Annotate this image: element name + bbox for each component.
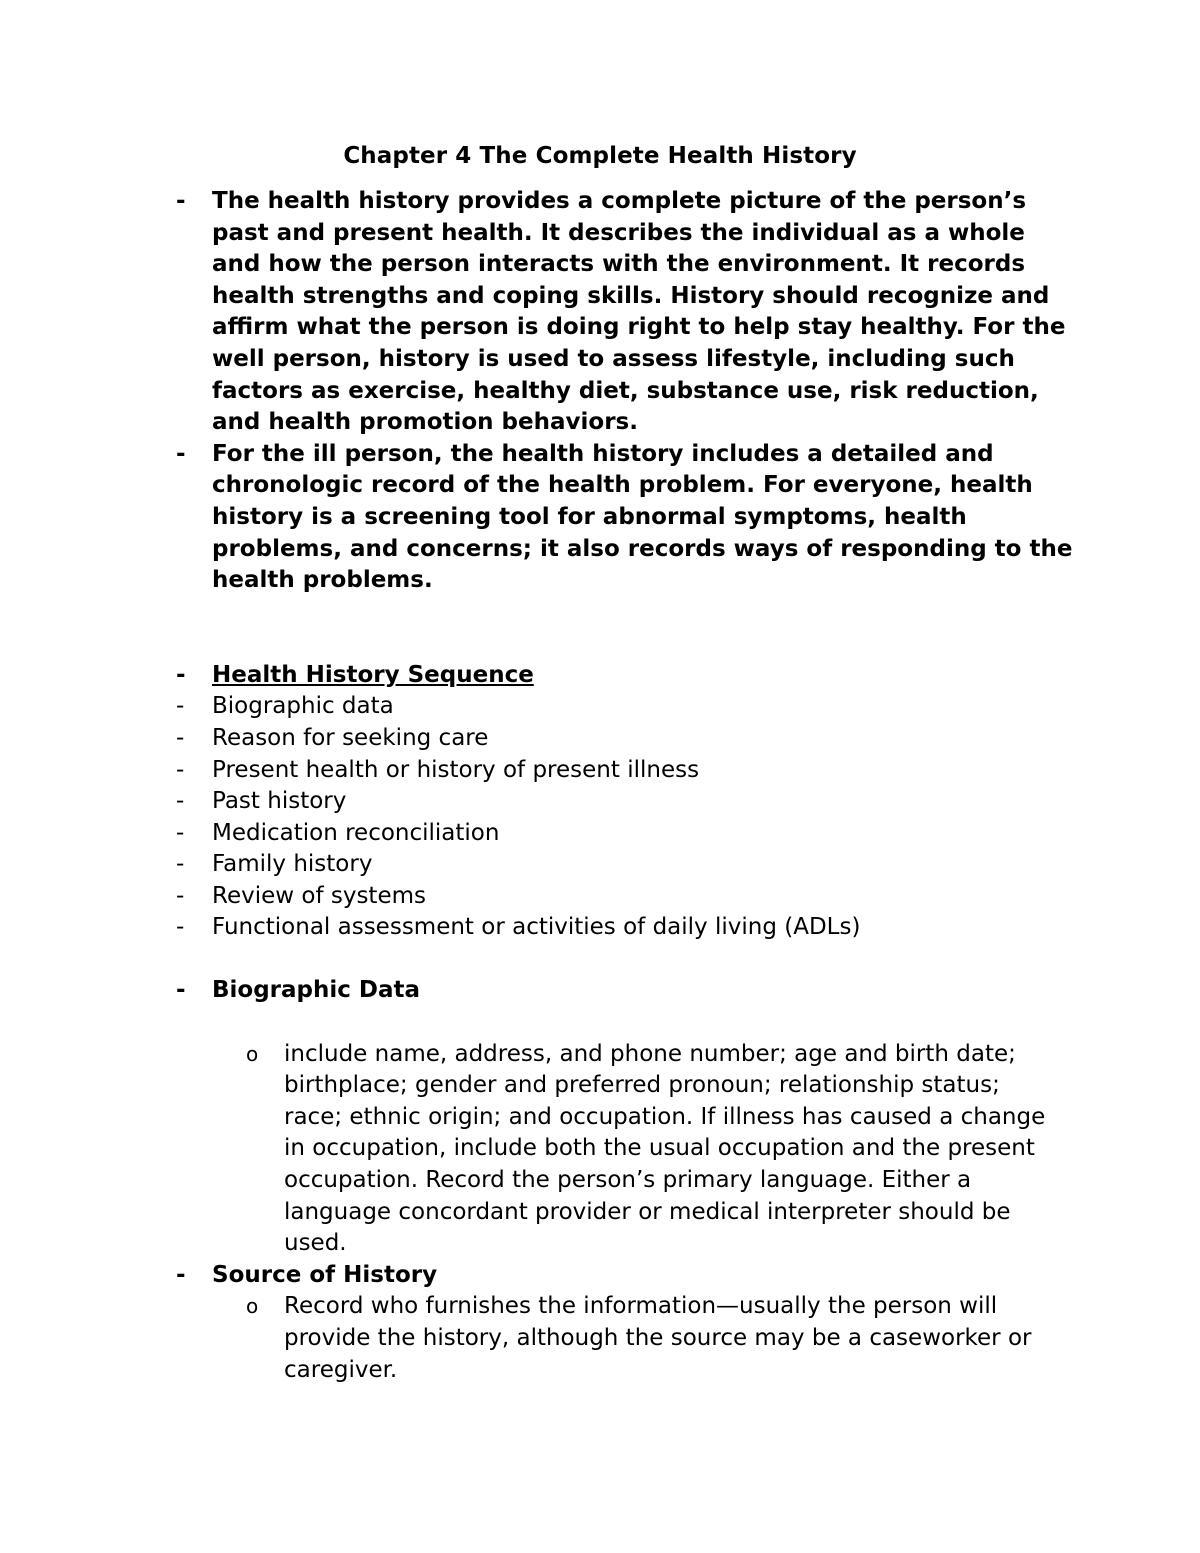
spacer [0,597,1200,660]
list-item-text: Biographic data [212,693,394,720]
sequence-list [0,691,1200,944]
biographic-text: include name, address, and phone number; age and birth date; birthplace; gender and preferred pronoun; relationship status; race; ethnic origin; and occupation. If illness has caused a change in occupation, include both the usual occupation and the present occupation. Record the person’s primary language. Either a language concordant provider or medical interpreter should be used. [284,1040,1046,1257]
biographic-heading: Biographic Data [212,977,421,1004]
source-heading: Source of History [212,1261,438,1288]
source-heading-item [0,1260,1200,1292]
list-item [0,691,1200,723]
dash-bullet: - [176,788,185,815]
dash-bullet: - [176,851,185,878]
list-item-text: Family history [212,851,373,878]
dash-bullet: - [176,756,185,783]
dash-bullet: - [176,882,185,909]
intro-paragraph-2 [0,439,1200,597]
list-item [0,818,1200,850]
document-body [0,186,1200,1386]
dash-bullet: - [176,977,186,1004]
intro-paragraph-1 [0,186,1200,439]
source-text: Record who furnishes the information—usually the person will provide the history, although the source may be a caseworker or caregiver. [284,1293,1032,1383]
list-item [0,755,1200,787]
source-subitem [0,1291,1200,1386]
spacer [0,1007,1200,1039]
page-title: Chapter 4 The Complete Health History [343,143,857,169]
list-item-text: Review of systems [212,882,426,909]
sequence-heading: Health History Sequence [212,661,534,688]
list-item-text: Reason for seeking care [212,724,489,751]
dash-bullet: - [176,1261,186,1288]
dash-bullet: - [176,188,186,214]
dash-bullet: - [176,693,185,720]
dash-bullet: - [176,440,186,467]
list-item [0,723,1200,755]
intro-text-2: For the ill person, the health history includes a detailed and chronologic record of the health problem. For everyone, health history is a screening tool for abnormal symptoms, health problems, and concerns; it also records ways of responding to the health problems. [212,440,1073,594]
circle-bullet: o [246,1294,259,1319]
dash-bullet: - [176,914,185,941]
dash-bullet: - [176,724,185,751]
circle-bullet: o [246,1041,259,1066]
spacer [0,944,1200,975]
list-item [0,786,1200,818]
list-item-text: Present health or history of present illness [212,756,700,783]
intro-text-1: The health history provides a complete picture of the person’s past and present health. It describes the individual as a whole and how the person interacts with the environment. It records health strengths and coping skills. History should recognize and affirm what the person is doing right to help stay healthy. For the well person, history is used to assess lifestyle, including such factors as exercise, healthy diet, substance use, risk reduction, and health promotion behaviors. [212,188,1066,436]
list-item [0,912,1200,944]
list-item [0,849,1200,881]
dash-bullet: - [176,819,185,846]
list-item-text: Past history [212,788,347,815]
sequence-heading-item [0,660,1200,692]
dash-bullet: - [176,661,186,688]
list-item-text: Functional assessment or activities of daily living (ADLs) [212,914,861,941]
list-item-text: Medication reconciliation [212,819,500,846]
biographic-subitem [0,1039,1200,1260]
biographic-heading-item [0,975,1200,1007]
list-item [0,881,1200,913]
